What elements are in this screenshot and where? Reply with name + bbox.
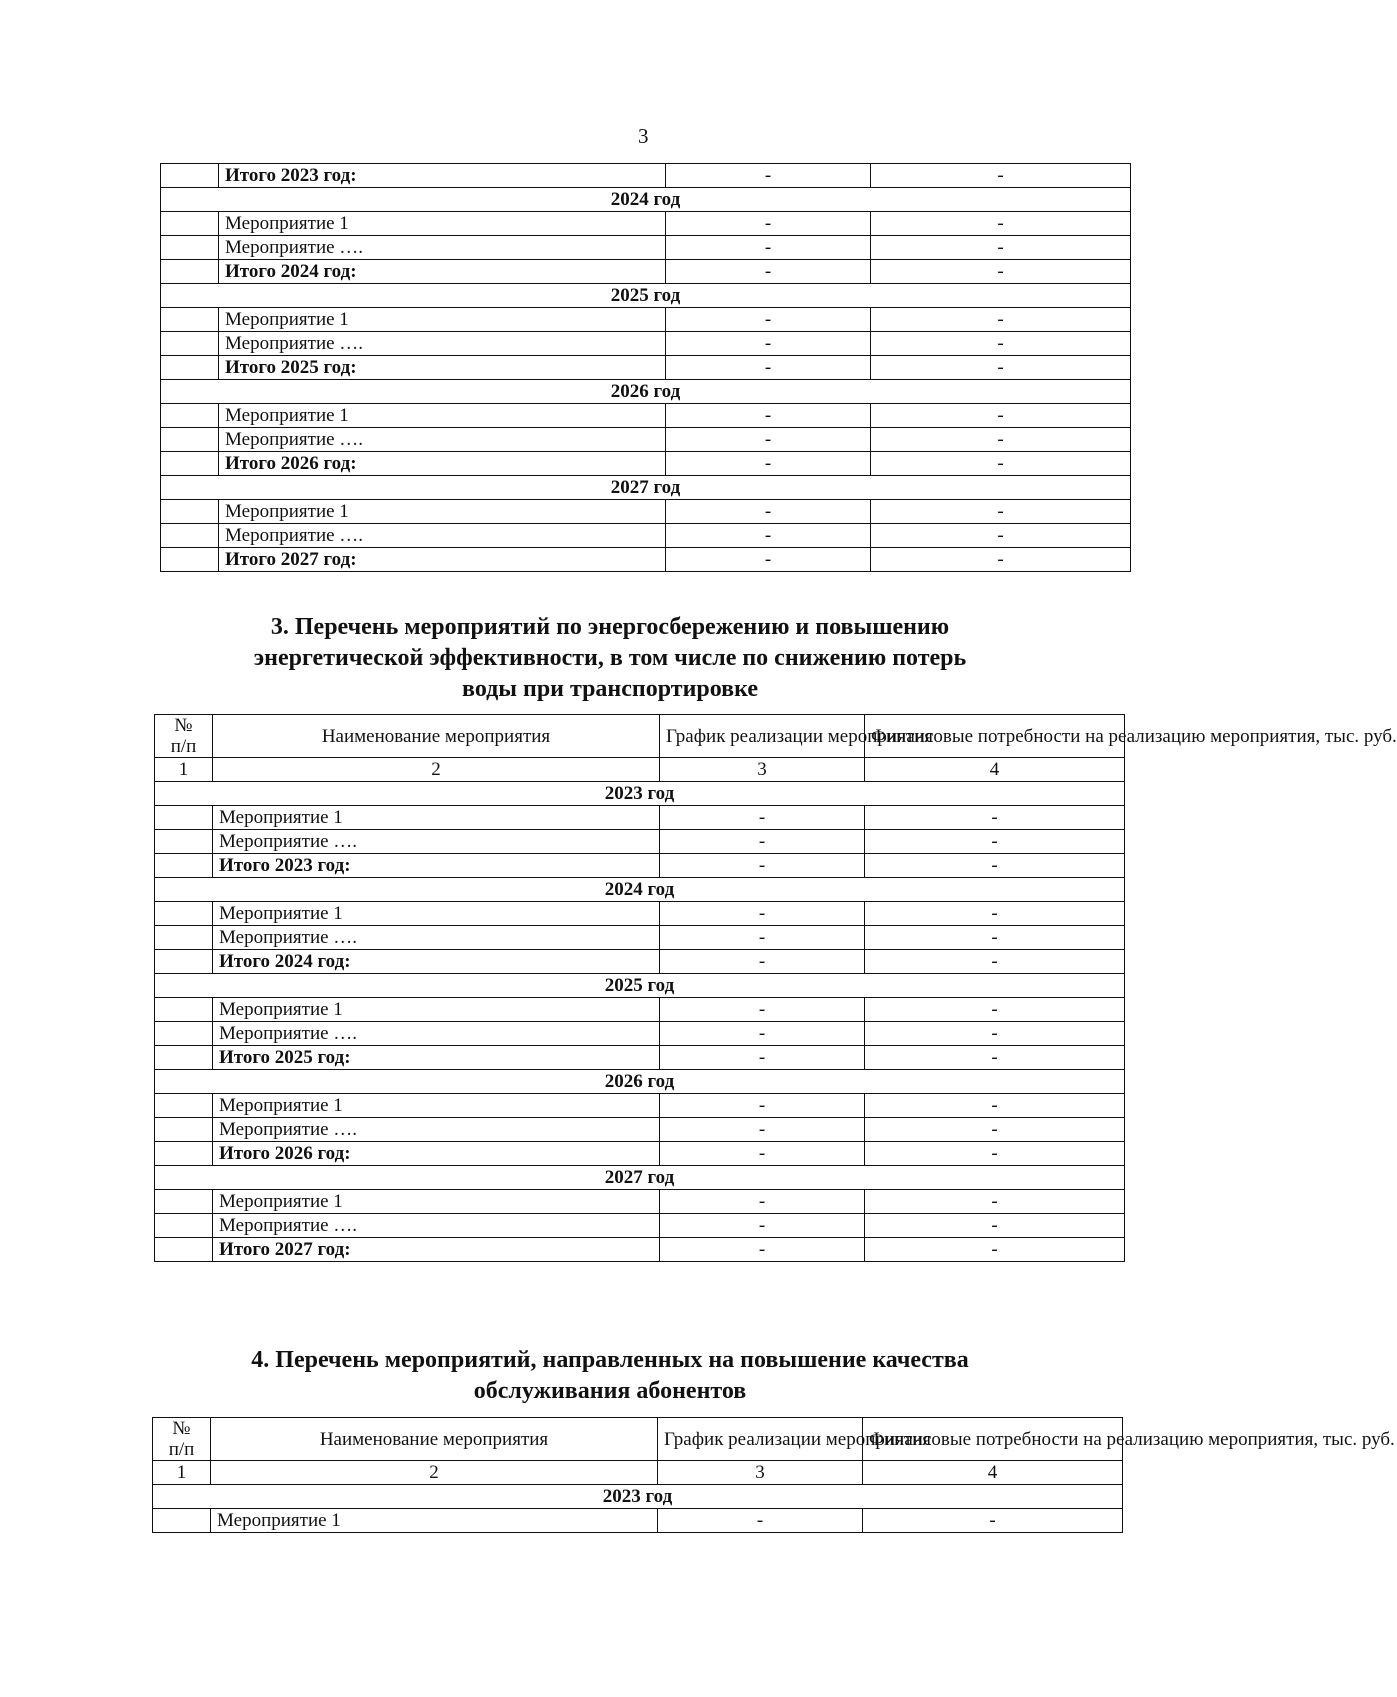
- finance-cell: -: [865, 926, 1125, 950]
- row-number-cell: [155, 1094, 213, 1118]
- section-3-title: [130, 612, 1090, 705]
- year-label: 2025 год: [161, 284, 1131, 308]
- schedule-cell: -: [666, 308, 871, 332]
- total-label: Итого 2027 год:: [213, 1238, 660, 1262]
- table-row: [155, 1190, 1125, 1214]
- header-name: Наименование мероприятия: [211, 1418, 658, 1461]
- schedule-cell: -: [660, 902, 865, 926]
- total-row: [161, 260, 1131, 284]
- finance-cell: -: [871, 236, 1131, 260]
- col-number-3: 3: [660, 758, 865, 782]
- finance-cell: -: [871, 500, 1131, 524]
- page-number: 3: [638, 124, 649, 148]
- row-number-cell: [155, 806, 213, 830]
- table-row: [161, 428, 1131, 452]
- year-row: [155, 1166, 1125, 1190]
- header-finance: Финансовые потребности на реализацию мероприятия, тыс. руб.: [865, 715, 1125, 758]
- schedule-cell: -: [666, 356, 871, 380]
- schedule-cell: -: [660, 1142, 865, 1166]
- finance-cell: -: [865, 1046, 1125, 1070]
- total-label: Итого 2025 год:: [219, 356, 666, 380]
- table-row: [161, 308, 1131, 332]
- event-name: Мероприятие ….: [219, 524, 666, 548]
- header-schedule: График реализации мероприятия: [658, 1418, 863, 1461]
- total-label: Итого 2023 год:: [219, 164, 666, 188]
- header-name: Наименование мероприятия: [213, 715, 660, 758]
- column-number-row: [155, 758, 1125, 782]
- finance-cell: -: [871, 524, 1131, 548]
- schedule-cell: -: [660, 1238, 865, 1262]
- schedule-cell: -: [660, 854, 865, 878]
- schedule-cell: -: [658, 1509, 863, 1533]
- header-finance: Финансовые потребности на реализацию мероприятия, тыс. руб.: [863, 1418, 1123, 1461]
- section-4-title: [130, 1345, 1090, 1407]
- row-number-cell: [161, 164, 219, 188]
- schedule-cell: -: [666, 500, 871, 524]
- year-label: 2024 год: [161, 188, 1131, 212]
- row-number-cell: [161, 236, 219, 260]
- schedule-cell: -: [666, 260, 871, 284]
- row-number-cell: [155, 998, 213, 1022]
- finance-cell: -: [871, 404, 1131, 428]
- table-row: [155, 1022, 1125, 1046]
- finance-cell: -: [865, 1214, 1125, 1238]
- year-row: [161, 284, 1131, 308]
- row-number-cell: [161, 428, 219, 452]
- column-number-row: [153, 1461, 1123, 1485]
- table-row: [161, 212, 1131, 236]
- finance-cell: -: [865, 806, 1125, 830]
- year-row: [153, 1485, 1123, 1509]
- row-number-cell: [161, 548, 219, 572]
- row-number-cell: [155, 854, 213, 878]
- total-label: Итого 2024 год:: [219, 260, 666, 284]
- event-name: Мероприятие 1: [213, 1094, 660, 1118]
- col-number-3: 3: [658, 1461, 863, 1485]
- total-row: [155, 1238, 1125, 1262]
- table-row: [161, 404, 1131, 428]
- header-num: № п/п: [155, 715, 213, 758]
- row-number-cell: [155, 1214, 213, 1238]
- event-name: Мероприятие 1: [219, 308, 666, 332]
- event-name: Мероприятие 1: [211, 1509, 658, 1533]
- row-number-cell: [155, 1238, 213, 1262]
- event-name: Мероприятие 1: [213, 1190, 660, 1214]
- total-label: Итого 2026 год:: [219, 452, 666, 476]
- table-row: [161, 236, 1131, 260]
- schedule-cell: -: [660, 998, 865, 1022]
- col-number-1: 1: [155, 758, 213, 782]
- finance-cell: -: [865, 1142, 1125, 1166]
- year-label: 2024 год: [155, 878, 1125, 902]
- schedule-cell: -: [666, 164, 871, 188]
- schedule-cell: -: [666, 524, 871, 548]
- row-number-cell: [161, 332, 219, 356]
- total-row: [161, 356, 1131, 380]
- row-number-cell: [161, 356, 219, 380]
- finance-cell: -: [865, 1238, 1125, 1262]
- table-header-row: [153, 1418, 1123, 1461]
- row-number-cell: [155, 1118, 213, 1142]
- schedule-cell: -: [660, 806, 865, 830]
- event-name: Мероприятие ….: [213, 926, 660, 950]
- schedule-cell: -: [660, 1094, 865, 1118]
- event-name: Мероприятие ….: [213, 1022, 660, 1046]
- row-number-cell: [153, 1509, 211, 1533]
- finance-cell: -: [871, 356, 1131, 380]
- schedule-cell: -: [666, 236, 871, 260]
- header-schedule: График реализации мероприятия: [660, 715, 865, 758]
- year-label: 2026 год: [155, 1070, 1125, 1094]
- row-number-cell: [155, 926, 213, 950]
- year-label: 2027 год: [155, 1166, 1125, 1190]
- total-row: [155, 1046, 1125, 1070]
- table-row: [155, 1214, 1125, 1238]
- table-row: [155, 902, 1125, 926]
- total-row: [161, 548, 1131, 572]
- table-body: [161, 164, 1131, 572]
- table-row: [155, 806, 1125, 830]
- schedule-cell: -: [660, 830, 865, 854]
- schedule-cell: -: [660, 926, 865, 950]
- finance-cell: -: [871, 308, 1131, 332]
- header-num: № п/п: [153, 1418, 211, 1461]
- service-quality-events-table: [152, 1417, 1395, 1533]
- event-name: Мероприятие 1: [219, 404, 666, 428]
- row-number-cell: [161, 500, 219, 524]
- section-4-title-line-1: 4. Перечень мероприятий, направленных на повышение качества: [251, 1347, 969, 1373]
- finance-cell: -: [865, 1022, 1125, 1046]
- total-row: [155, 950, 1125, 974]
- finance-cell: -: [863, 1509, 1123, 1533]
- table-row: [161, 524, 1131, 548]
- year-row: [155, 878, 1125, 902]
- events-table-continued: [160, 163, 1131, 572]
- schedule-cell: -: [666, 332, 871, 356]
- event-name: Мероприятие 1: [219, 212, 666, 236]
- year-row: [155, 782, 1125, 806]
- col-number-1: 1: [153, 1461, 211, 1485]
- finance-cell: -: [865, 950, 1125, 974]
- col-number-2: 2: [213, 758, 660, 782]
- table-row: [155, 1094, 1125, 1118]
- table-row: [155, 926, 1125, 950]
- table-body: [155, 782, 1125, 1262]
- event-name: Мероприятие ….: [213, 1118, 660, 1142]
- schedule-cell: -: [660, 1046, 865, 1070]
- table-row: [153, 1509, 1123, 1533]
- finance-cell: -: [865, 1118, 1125, 1142]
- event-name: Мероприятие 1: [213, 902, 660, 926]
- schedule-cell: -: [660, 1022, 865, 1046]
- total-row: [155, 1142, 1125, 1166]
- row-number-cell: [161, 308, 219, 332]
- row-number-cell: [155, 1046, 213, 1070]
- row-number-cell: [161, 260, 219, 284]
- row-number-cell: [155, 1142, 213, 1166]
- year-row: [155, 1070, 1125, 1094]
- row-number-cell: [161, 404, 219, 428]
- finance-cell: -: [871, 452, 1131, 476]
- finance-cell: -: [865, 998, 1125, 1022]
- schedule-cell: -: [666, 452, 871, 476]
- schedule-cell: -: [660, 1190, 865, 1214]
- schedule-cell: -: [660, 1118, 865, 1142]
- table-row: [161, 500, 1131, 524]
- table-row: [155, 830, 1125, 854]
- finance-cell: -: [871, 164, 1131, 188]
- table-body: [153, 1485, 1123, 1533]
- year-label: 2023 год: [155, 782, 1125, 806]
- event-name: Мероприятие 1: [213, 998, 660, 1022]
- row-number-cell: [155, 950, 213, 974]
- total-row: [155, 854, 1125, 878]
- section-3-title-line-3: воды при транспортировке: [462, 676, 758, 702]
- row-number-cell: [161, 452, 219, 476]
- row-number-cell: [161, 212, 219, 236]
- table-row: [161, 332, 1131, 356]
- finance-cell: -: [865, 830, 1125, 854]
- event-name: Мероприятие ….: [213, 1214, 660, 1238]
- finance-cell: -: [865, 854, 1125, 878]
- event-name: Мероприятие ….: [219, 332, 666, 356]
- finance-cell: -: [865, 1190, 1125, 1214]
- year-row: [161, 380, 1131, 404]
- table-row: [155, 1118, 1125, 1142]
- total-label: Итого 2024 год:: [213, 950, 660, 974]
- row-number-cell: [155, 902, 213, 926]
- total-label: Итого 2023 год:: [213, 854, 660, 878]
- total-label: Итого 2025 год:: [213, 1046, 660, 1070]
- year-label: 2023 год: [153, 1485, 1123, 1509]
- table-row: [155, 998, 1125, 1022]
- total-row: [161, 452, 1131, 476]
- year-label: 2027 год: [161, 476, 1131, 500]
- total-row: [161, 164, 1131, 188]
- year-label: 2025 год: [155, 974, 1125, 998]
- finance-cell: -: [871, 260, 1131, 284]
- schedule-cell: -: [666, 404, 871, 428]
- event-name: Мероприятие ….: [219, 428, 666, 452]
- row-number-cell: [161, 524, 219, 548]
- col-number-4: 4: [863, 1461, 1123, 1485]
- col-number-2: 2: [211, 1461, 658, 1485]
- year-row: [155, 974, 1125, 998]
- finance-cell: -: [865, 902, 1125, 926]
- section-3-title-line-1: 3. Перечень мероприятий по энергосбережению и повышению: [270, 614, 950, 640]
- schedule-cell: -: [666, 212, 871, 236]
- row-number-cell: [155, 1022, 213, 1046]
- table-header-row: [155, 715, 1125, 758]
- schedule-cell: -: [660, 950, 865, 974]
- year-row: [161, 476, 1131, 500]
- event-name: Мероприятие 1: [213, 806, 660, 830]
- event-name: Мероприятие ….: [213, 830, 660, 854]
- col-number-4: 4: [865, 758, 1125, 782]
- energy-saving-events-table: [154, 714, 1397, 1262]
- finance-cell: -: [865, 1094, 1125, 1118]
- finance-cell: -: [871, 212, 1131, 236]
- event-name: Мероприятие ….: [219, 236, 666, 260]
- total-label: Итого 2027 год:: [219, 548, 666, 572]
- year-label: 2026 год: [161, 380, 1131, 404]
- schedule-cell: -: [666, 428, 871, 452]
- section-3-title-line-2: энергетической эффективности, в том числе по снижению потерь: [253, 645, 967, 671]
- row-number-cell: [155, 1190, 213, 1214]
- event-name: Мероприятие 1: [219, 500, 666, 524]
- section-4-title-line-2: обслуживания абонентов: [473, 1378, 747, 1404]
- finance-cell: -: [871, 332, 1131, 356]
- schedule-cell: -: [666, 548, 871, 572]
- finance-cell: -: [871, 548, 1131, 572]
- total-label: Итого 2026 год:: [213, 1142, 660, 1166]
- finance-cell: -: [871, 428, 1131, 452]
- schedule-cell: -: [660, 1214, 865, 1238]
- row-number-cell: [155, 830, 213, 854]
- year-row: [161, 188, 1131, 212]
